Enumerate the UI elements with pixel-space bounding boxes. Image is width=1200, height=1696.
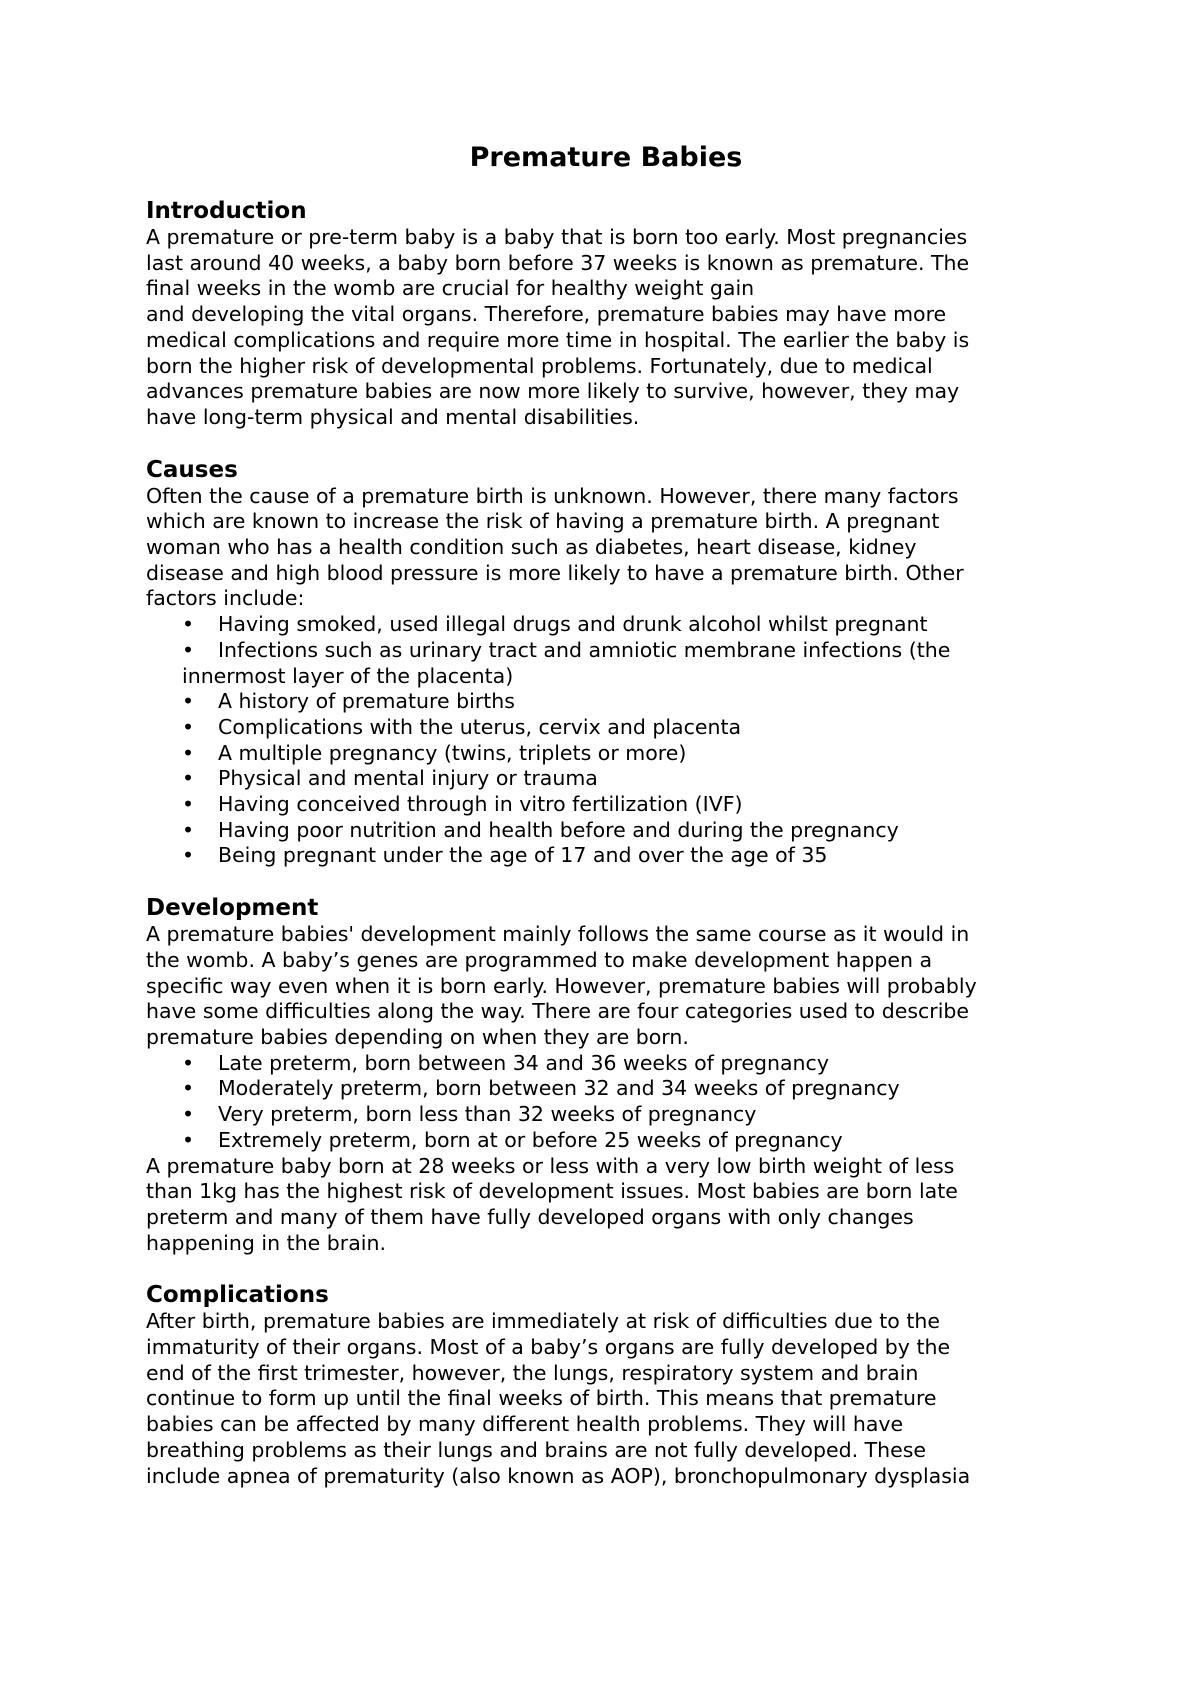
section-heading-development: Development: [146, 895, 319, 922]
bullet-icon: •: [182, 689, 195, 714]
section-development: [146, 895, 1066, 1256]
introduction-paragraph: A premature or pre-term baby is a baby that is born too early. Most pregnancies last around 40 weeks, a baby born before 37 weeks is known as premature. The final weeks in the womb are crucial for healthy weight gain and developing the vital organs. Therefore, premature babies may have more medical complications and require more time in hospital. The earlier the baby is born the higher risk of developmental problems. Fortunately, due to medical advances premature babies are now more likely to survive, however, they may have long-term physical and mental disabilities.: [146, 225, 970, 429]
list-item: • Late preterm, born between 34 and 36 weeks of pregnancy: [182, 1050, 829, 1075]
bullet-icon: •: [182, 1076, 195, 1101]
bullet-icon: •: [182, 792, 195, 817]
section-complications: [146, 1282, 1066, 1489]
section-heading-introduction: Introduction: [146, 198, 307, 224]
causes-paragraph: Often the cause of a premature birth is unknown. However, there many factors which are known to increase the risk of having a premature birth. A pregnant woman who has a health condition such as diabetes, heart disease, kidney disease and high blood pressure is more likely to have a premature birth. Other factors include:: [146, 483, 964, 611]
bullet-icon: •: [182, 740, 195, 765]
bullet-icon: •: [182, 766, 195, 791]
document-page: [146, 140, 1066, 1515]
document-title: Premature Babies: [469, 142, 743, 173]
list-item: • Having smoked, used illegal drugs and drunk alcohol whilst pregnant: [182, 612, 928, 637]
causes-list: [146, 612, 1066, 869]
bullet-icon: •: [182, 1127, 195, 1152]
bullet-icon: •: [182, 1102, 195, 1127]
bullet-icon: •: [182, 1050, 195, 1075]
development-paragraph-after: A premature baby born at 28 weeks or less with a very low birth weight of less than 1kg has the highest risk of development issues. Most babies are born late preterm and many of them have fully developed organs with only changes happening in the brain.: [146, 1153, 958, 1255]
list-item: • A multiple pregnancy (twins, triplets or more): [182, 740, 687, 765]
list-item-continuation: innermost layer of the placenta): [182, 663, 514, 688]
list-item: • Very preterm, born less than 32 weeks of pregnancy: [182, 1102, 757, 1127]
bullet-icon: •: [182, 817, 195, 842]
list-item: • Moderately preterm, born between 32 and 34 weeks of pregnancy: [182, 1076, 900, 1101]
list-item: • Having poor nutrition and health before and during the pregnancy: [182, 817, 899, 842]
list-item: • A history of premature births: [182, 689, 515, 714]
complications-paragraph: After birth, premature babies are immediately at risk of difficulties due to the immaturity of their organs. Most of a baby’s organs are fully developed by the end of the first trimester, however, the lungs, respiratory system and brain continue to form up until the final weeks of birth. This means that premature babies can be affected by many different health problems. They will have breathing problems as their lungs and brains are not fully developed. These include apnea of prematurity (also known as AOP), bronchopulmonary dysplasia: [146, 1309, 971, 1488]
list-item: • Physical and mental injury or trauma: [182, 766, 598, 791]
list-item: • Being pregnant under the age of 17 and over the age of 35: [182, 843, 828, 868]
list-item: • Extremely preterm, born at or before 25 weeks of pregnancy: [182, 1127, 843, 1152]
section-heading-causes: Causes: [146, 456, 238, 483]
list-item: • Infections such as urinary tract and amniotic membrane infections (the: [182, 637, 951, 662]
section-introduction: [146, 198, 1066, 431]
development-list: [146, 1051, 1066, 1154]
bullet-icon: •: [182, 612, 195, 637]
section-heading-complications: Complications: [146, 1282, 329, 1309]
section-causes: [146, 457, 1066, 870]
bullet-icon: •: [182, 843, 195, 868]
bullet-icon: •: [182, 714, 195, 739]
list-item: • Having conceived through in vitro fertilization (IVF): [182, 792, 743, 817]
development-paragraph: A premature babies' development mainly follows the same course as it would in the womb. A baby’s genes are programmed to make development happen a specific way even when it is born early. However, premature babies will probably have some difficulties along the way. There are four categories used to describe premature babies depending on when they are born.: [146, 922, 977, 1049]
bullet-icon: •: [182, 637, 195, 662]
list-item: • Complications with the uterus, cervix and placenta: [182, 714, 742, 739]
